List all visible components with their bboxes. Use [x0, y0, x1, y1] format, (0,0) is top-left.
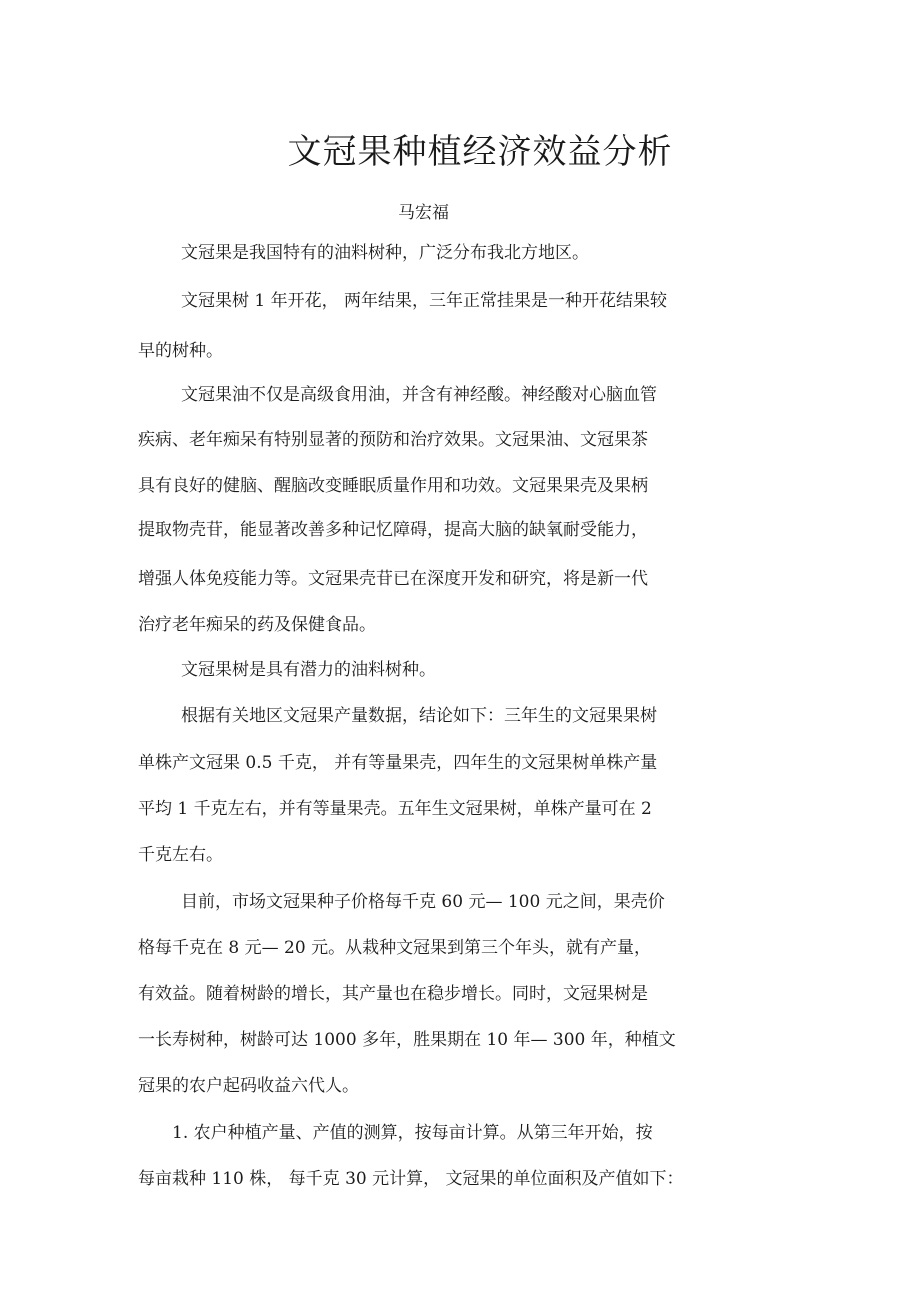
- paragraph-line: 具有良好的健脑、醒脑改变睡眠质量作用和功效。文冠果果壳及果柄: [138, 476, 648, 496]
- paragraph-line: 提取物壳苷，能显著改善多种记忆障碍，提高大脑的缺氧耐受能力，: [138, 520, 648, 540]
- paragraph-line: 每亩栽种 110 株， 每千克 30 元计算， 文冠果的单位面积及产值如下：: [138, 1169, 684, 1189]
- paragraph-line: 平均 1 千克左右，并有等量果壳。五年生文冠果树，单株产量可在 2: [138, 799, 652, 819]
- paragraph-line: 早的树种。: [138, 341, 223, 361]
- paragraph-line: 一长寿树种，树龄可达 1000 多年，胜果期在 10 年— 300 年，种植文: [138, 1030, 676, 1050]
- paragraph-line: 格每千克在 8 元— 20 元。从栽种文冠果到第三个年头，就有产量，: [138, 938, 652, 958]
- paragraph-line: 增强人体免疫能力等。文冠果壳苷已在深度开发和研究，将是新一代: [138, 569, 648, 589]
- paragraph-line: 根据有关地区文冠果产量数据，结论如下：三年生的文冠果果树: [181, 706, 657, 726]
- paragraph-line: 文冠果油不仅是高级食用油，并含有神经酸。神经酸对心脑血管: [181, 385, 657, 405]
- paragraph-line: 治疗老年痴呆的药及保健食品。: [138, 615, 376, 635]
- document-title: 文冠果种植经济效益分析: [287, 132, 673, 172]
- paragraph-line: 文冠果树 1 年开花， 两年结果，三年正常挂果是一种开花结果较: [181, 291, 668, 311]
- paragraph-line: 目前，市场文冠果种子价格每千克 60 元— 100 元之间，果壳价: [181, 892, 665, 912]
- paragraph-line: 1. 农户种植产量、产值的测算，按每亩计算。从第三年开始，按: [172, 1123, 653, 1143]
- paragraph-line: 有效益。随着树龄的增长，其产量也在稳步增长。同时，文冠果树是: [138, 984, 648, 1004]
- paragraph-line: 疾病、老年痴呆有特别显著的预防和治疗效果。文冠果油、文冠果茶: [138, 430, 648, 450]
- paragraph-line: 千克左右。: [138, 845, 223, 865]
- paragraph-line: 单株产文冠果 0.5 千克， 并有等量果壳，四年生的文冠果树单株产量: [138, 753, 658, 773]
- paragraph-line: 文冠果树是具有潜力的油料树种。: [181, 660, 436, 680]
- paragraph-line: 冠果的农户起码收益六代人。: [138, 1076, 359, 1096]
- author-name: 马宏福: [398, 203, 449, 223]
- paragraph-line: 文冠果是我国特有的油料树种，广泛分布我北方地区。: [181, 243, 589, 263]
